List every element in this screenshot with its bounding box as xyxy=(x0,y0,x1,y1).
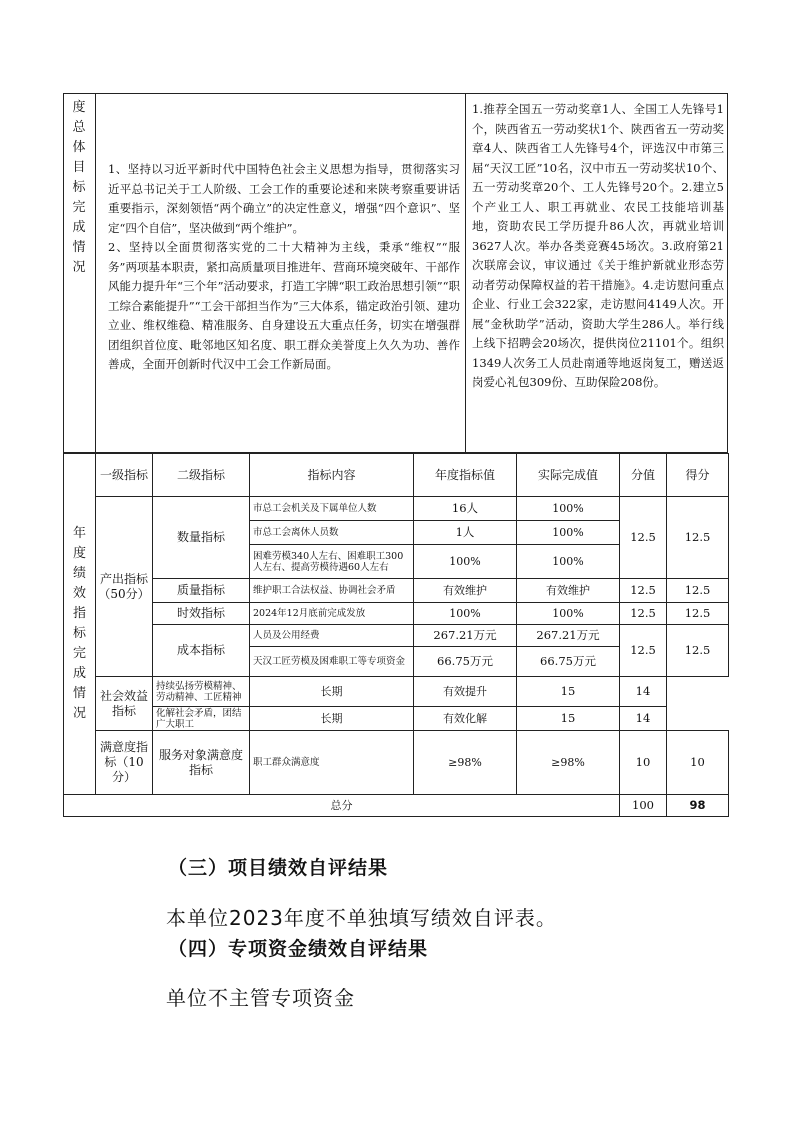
indicator-side-label: 年度绩效指标完成情况 xyxy=(72,526,86,721)
cost-got: 12.5 xyxy=(667,625,729,677)
quantity-content-3: 困难劳模340人左右、困难职工300人左右、提高劳模待遇60人左右 xyxy=(250,545,414,579)
quantity-content-2: 市总工会离休人员数 xyxy=(250,521,414,545)
quality-target: 有效维护 xyxy=(414,579,517,603)
header-content: 指标内容 xyxy=(250,454,414,497)
cost-target-2: 66.75万元 xyxy=(414,647,517,677)
social-actual-1: 有效提升 xyxy=(414,677,517,707)
header-actual: 实际完成值 xyxy=(517,454,620,497)
quantity-actual-2: 100% xyxy=(517,521,620,545)
social-target-1: 长期 xyxy=(250,677,414,707)
satisfaction-indicator-label: 满意度指标（10分） xyxy=(96,731,153,795)
quality-got: 12.5 xyxy=(667,579,729,603)
completion-paragraph: 1.推荐全国五一劳动奖章1人、全国工人先锋号1个，陕西省五一劳动奖状1个、陕西省五一劳动奖章4人、陕西省工人先锋号4个，评选汉中市第三届“天汉工匠”10名，汉中市五一劳动奖状10个、五一劳动奖章20个、工人先锋号20个。2.建立5个产业工人、职工再就业、农民工技能培训基地，资助农民工学历提升86人次，再就业培训3627人次。举办各类竞赛45场次。3.政府第21次联席会议，审议通过《关于维护新就业形态劳动者劳动保障权益的若干措施》。4.走访慰问重点企业、行业工会322家，走访慰问4149人次。开展“金秋助学”活动，资助大学生286人。举行线上线下招聘会20场次，提供岗位21101个。组织1349人次务工人员赴南通等地返岗复工，赠送返岗爱心礼包309份、互助保险208份。 xyxy=(472,102,724,389)
social-label: 社会效益指标 xyxy=(96,677,153,731)
cost-actual-2: 66.75万元 xyxy=(517,647,620,677)
header-row xyxy=(64,454,729,497)
social-content-2: 化解社会矛盾，团结广大职工 xyxy=(153,707,250,731)
cost-content-1: 人员及公用经费 xyxy=(250,625,414,647)
service-score: 10 xyxy=(620,731,667,795)
quantity-score: 12.5 xyxy=(620,497,667,579)
header-level1: 一级指标 xyxy=(96,454,153,497)
cost-content-2: 天汉工匠劳模及困难职工等专项资金 xyxy=(250,647,414,677)
table-row xyxy=(64,731,729,795)
special-heading: （四）专项资金绩效自评结果 xyxy=(168,938,429,960)
cost-target-1: 267.21万元 xyxy=(414,625,517,647)
indicator-table xyxy=(63,453,729,817)
total-score: 100 xyxy=(620,795,667,817)
social-target-2: 长期 xyxy=(250,707,414,731)
table-row xyxy=(64,603,729,625)
quantity-actual-1: 100% xyxy=(517,497,620,521)
total-label: 总分 xyxy=(64,795,620,817)
social-got-1: 14 xyxy=(620,677,667,707)
timeliness-target: 100% xyxy=(414,603,517,625)
cost-score: 12.5 xyxy=(620,625,667,677)
quality-content: 维护职工合法权益、协调社会矛盾 xyxy=(250,579,414,603)
table-row xyxy=(64,677,729,707)
column-divider xyxy=(95,94,96,452)
service-content: 职工群众满意度 xyxy=(250,731,414,795)
table-row xyxy=(64,579,729,603)
social-got-2: 14 xyxy=(620,707,667,731)
header-target: 年度指标值 xyxy=(414,454,517,497)
quantity-target-2: 1人 xyxy=(414,521,517,545)
quantity-target-1: 16人 xyxy=(414,497,517,521)
project-text: 本单位2023年度不单独填写绩效自评表。 xyxy=(166,906,557,930)
service-got: 10 xyxy=(667,731,729,795)
header-level2: 二级指标 xyxy=(153,454,250,497)
column-divider xyxy=(465,94,466,452)
timeliness-content: 2024年12月底前完成发放 xyxy=(250,603,414,625)
total-row xyxy=(64,795,729,817)
social-content-1: 持续弘扬劳模精神、劳动精神、工匠精神 xyxy=(153,677,250,707)
service-label: 服务对象满意度指标 xyxy=(153,731,250,795)
overall-side-label: 度总体目标完成情况 xyxy=(72,100,86,275)
service-actual: ≥98% xyxy=(517,731,620,795)
social-score-1: 15 xyxy=(517,677,620,707)
quantity-target-3: 100% xyxy=(414,545,517,579)
social-actual-2: 有效化解 xyxy=(414,707,517,731)
project-heading: （三）项目绩效自评结果 xyxy=(168,857,389,879)
output-indicator-label: 产出指标（50分） xyxy=(96,497,153,677)
overall-goal-table xyxy=(63,93,728,453)
timeliness-score: 12.5 xyxy=(620,603,667,625)
header-got: 得分 xyxy=(667,454,729,497)
table-row xyxy=(64,625,729,647)
cost-label: 成本指标 xyxy=(153,625,250,677)
quality-score: 12.5 xyxy=(620,579,667,603)
goal-paragraph-2: 2、坚持以全面贯彻落实党的二十大精神为主线，秉承“维权”“服务”两项基本职责，紧扣高质量项目推进年、营商环境突破年、干部作风能力提升年“三个年”活动要求，打造工字牌“职工政治思想引领”“职工综合素能提升”“工会干部担当作为”三大体系，锚定政治引领、建功立业、维权维稳、精准服务、自身建设五大重点任务，切实在增强群团组织首位度、毗邻地区知名度、职工群众美誉度上久久为功、善作善成，全面开创新时代汉中工会工作新局面。 xyxy=(108,240,460,371)
cost-actual-1: 267.21万元 xyxy=(517,625,620,647)
completion-text xyxy=(472,100,724,393)
total-got: 98 xyxy=(667,795,729,817)
annual-goal-text xyxy=(108,160,460,375)
quantity-got: 12.5 xyxy=(667,497,729,579)
timeliness-got: 12.5 xyxy=(667,603,729,625)
header-score: 分值 xyxy=(620,454,667,497)
indicator-side-cell xyxy=(64,454,96,795)
social-score-2: 15 xyxy=(517,707,620,731)
quality-label: 质量指标 xyxy=(153,579,250,603)
timeliness-label: 时效指标 xyxy=(153,603,250,625)
table-row xyxy=(64,707,729,731)
quantity-actual-3: 100% xyxy=(517,545,620,579)
quality-actual: 有效维护 xyxy=(517,579,620,603)
quantity-content-1: 市总工会机关及下属单位人数 xyxy=(250,497,414,521)
goal-paragraph-1: 1、坚持以习近平新时代中国特色社会主义思想为指导，贯彻落实习近平总书记关于工人阶级、工会工作的重要论述和来陕考察重要讲话重要指示，深刻领悟“两个确立”的决定性意义，增强“四个意识”、坚定“四个自信”，坚决做到“两个维护”。 xyxy=(108,162,460,235)
quantity-label: 数量指标 xyxy=(153,497,250,579)
service-target: ≥98% xyxy=(414,731,517,795)
special-text: 单位不主管专项资金 xyxy=(166,986,355,1010)
timeliness-actual: 100% xyxy=(517,603,620,625)
table-row xyxy=(64,497,729,521)
